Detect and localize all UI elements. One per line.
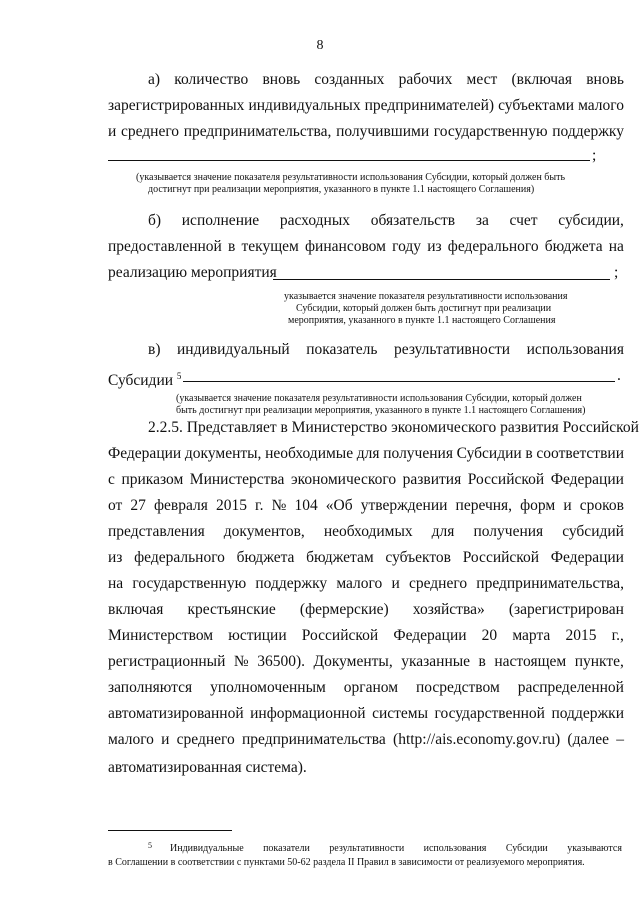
word: крестьянские [187,601,276,618]
para-225-line [108,548,624,568]
word: государственной [434,705,545,722]
para-225-line [108,522,624,542]
word: (http://ais.economy.gov.ru) [393,731,561,748]
word: федерального [134,549,225,566]
word: Российской [462,549,540,566]
footnote-ref: 5 [176,371,182,381]
word: среднего [176,731,235,748]
word: приказом [121,471,184,488]
footnote-line-1 [170,842,622,855]
word: Индивидуальные [170,843,244,854]
word: перечня, [455,497,513,514]
word: использования [423,843,487,854]
word: бюджета [544,238,603,255]
word: пункте, [574,653,624,670]
word: расходных [279,212,350,229]
word: настоящем [494,653,567,670]
item-c-blank [183,381,615,382]
word: форм [520,497,556,514]
para-225-line [108,652,624,672]
word: бюджета [236,549,295,566]
item-b-line-1 [148,211,624,231]
word: зарегистрированных [108,97,245,114]
word: 36500). [257,653,305,670]
word: текущем [241,238,299,255]
word: Министерства [189,471,285,488]
word: получившими [336,123,430,140]
item-a-blank [108,160,590,161]
word: результативности [329,843,405,854]
word: счет [509,212,538,229]
word: Документы, [313,653,393,670]
item-c-subsidy-word: Субсидии [108,372,174,390]
word: предпринимательства, [476,575,624,592]
word: малого [336,575,383,592]
para-225-line [108,678,624,698]
word: г. [255,497,264,514]
word: необходимых [323,523,413,540]
word: (далее [567,731,609,748]
word: показатели [263,843,310,854]
para-225-line [108,470,624,490]
item-b-line-3: реализацию мероприятия [108,264,277,281]
word: для [431,523,455,540]
word: на [608,238,624,255]
word: результативности [394,341,511,358]
para-225-line [108,444,624,464]
word: обязательств [370,212,456,229]
word: (зарегистрирован [508,601,624,618]
word: году [392,238,422,255]
word: распределенной [517,679,624,696]
word: показатель [306,341,378,358]
word: «Об [325,497,353,514]
word: Федерации [550,471,624,488]
word: мест [466,71,498,88]
word: с [108,471,115,488]
word: № [233,653,249,670]
word: и [108,123,117,140]
word: Федерации [393,627,467,644]
item-a-note-1: (указывается значение показателя результативности использования Субсидии, который должен быть [136,172,566,183]
word: Федерации [550,549,624,566]
word: предпринимательства, [183,123,332,140]
page-number: 8 [316,38,324,53]
word: предоставленной [108,238,222,255]
word: Министерством [108,627,214,644]
word: февраля [153,497,208,514]
word: сроков [579,497,624,514]
word: 2015 [565,627,597,644]
word: марта [512,627,551,644]
word: и [161,731,170,748]
word: вновь [262,71,301,88]
word: г., [611,627,624,644]
word: документы, [184,445,262,462]
para-225-line [108,496,624,516]
word: уполномоченным [210,679,326,696]
item-c-end: . [617,367,621,384]
word: предпринимателей) [364,97,495,114]
item-a-line-3 [108,122,624,142]
para-225-line [108,574,624,594]
word: 104 [294,497,318,514]
word: Субсидии [456,445,522,462]
word: рабочих [398,71,453,88]
word: включая [108,601,164,618]
word: индивидуальный [177,341,290,358]
word: получения [383,445,453,462]
word: юстиции [228,627,287,644]
word: заполняются [108,679,193,696]
word: поддержку [552,123,624,140]
word: б) [148,212,162,229]
word: среднего [120,123,180,140]
item-c-line-1 [148,340,624,360]
word: в [478,653,486,670]
word: указываются [567,843,622,854]
word: малого [108,731,154,748]
footnote-separator [108,830,232,831]
word: из [108,549,123,566]
item-b-blank [273,279,610,280]
word: а) [148,71,161,88]
word: хозяйства» [412,601,485,618]
word: Федерации [108,445,182,462]
word: документов, [223,523,305,540]
word: субсидий [562,523,624,540]
word: созданных [314,71,385,88]
item-b-end: ; [614,264,619,281]
word: для [356,445,380,462]
word: 20 [481,627,498,644]
para-225-line [108,730,624,750]
word: бюджетам [306,549,374,566]
word: соответствии [536,445,624,462]
word: информационной [250,705,366,722]
word: 2015 [215,497,247,514]
word: среднего [408,575,468,592]
word: регистрационный [108,653,226,670]
word: субсидии, [558,212,624,229]
word: № [271,497,287,514]
item-b-note-1: указывается значение показателя результативности использования [284,291,568,302]
word: в [525,445,533,462]
word: – [616,731,624,748]
word: (включая [511,71,573,88]
word: субъектами [498,97,575,114]
word: за [475,212,489,229]
item-c-note-2: быть достигнут при реализации мероприятия, указанного в пункте 1.1 настоящего Соглашения) [176,405,586,416]
word: субъектов [385,549,451,566]
para-225-line [108,704,624,724]
para-225-line [108,600,624,620]
word: автоматизированной [108,705,244,722]
word: из [427,238,442,255]
word: получения [473,523,544,540]
item-a-note-2: достигнут при реализации мероприятия, указанного в пункте 1.1 настоящего Соглашения) [148,184,535,195]
item-b-line-2 [108,237,624,257]
word: в [228,238,236,255]
item-b-note-2: Субсидии, который должен быть достигнут при реализации [296,303,552,314]
word: государственную [433,123,548,140]
word: и [563,497,572,514]
word: утверждении [360,497,448,514]
word: (фермерские) [299,601,389,618]
word: Российской [301,627,379,644]
word: от [108,497,123,514]
word: количество [174,71,249,88]
item-c-line-2 [108,366,181,391]
word: вновь [586,71,624,88]
word: поддержки [551,705,624,722]
word: Российской [467,471,545,488]
word: Субсидии [505,843,548,854]
footnote-line-2: в Соглашении в соответствии с пунктами 50-62 раздела II Правил в зависимости от реализуемого мероприятия. [108,857,585,868]
word: 27 [130,497,146,514]
word: федерального [447,238,539,255]
word: государственную [132,575,247,592]
word: развития [402,471,462,488]
word: системы [372,705,429,722]
word: на [108,575,124,592]
word: экономического [290,471,397,488]
para-225-line [108,626,624,646]
word: индивидуальных [248,97,361,114]
word: указанные [401,653,471,670]
word: поддержку [255,575,328,592]
para-225-last: автоматизированная система). [108,759,307,776]
word: исполнение [181,212,260,229]
word: посредством [416,679,500,696]
word: малого [578,97,624,114]
item-a-end: ; [592,147,597,164]
word: органом [343,679,399,696]
item-c-note-1: (указывается значение показателя результативности использования Субсидии, который должен [176,393,582,404]
word: необходимые [265,445,354,462]
word: использования [526,341,624,358]
footnote-number: 5 [148,841,152,850]
para-225-first: 2.2.5. Представляет в Министерство экономического развития Российской [148,419,639,436]
word: представления [108,523,205,540]
item-a-line-1 [148,70,624,90]
word: и [391,575,400,592]
word: предпринимательства [241,731,386,748]
item-a-line-2 [108,96,624,116]
item-b-note-3: мероприятия, указанного в пункте 1.1 настоящего Соглашения [288,315,556,326]
word: финансовом [305,238,386,255]
word: в) [148,341,161,358]
